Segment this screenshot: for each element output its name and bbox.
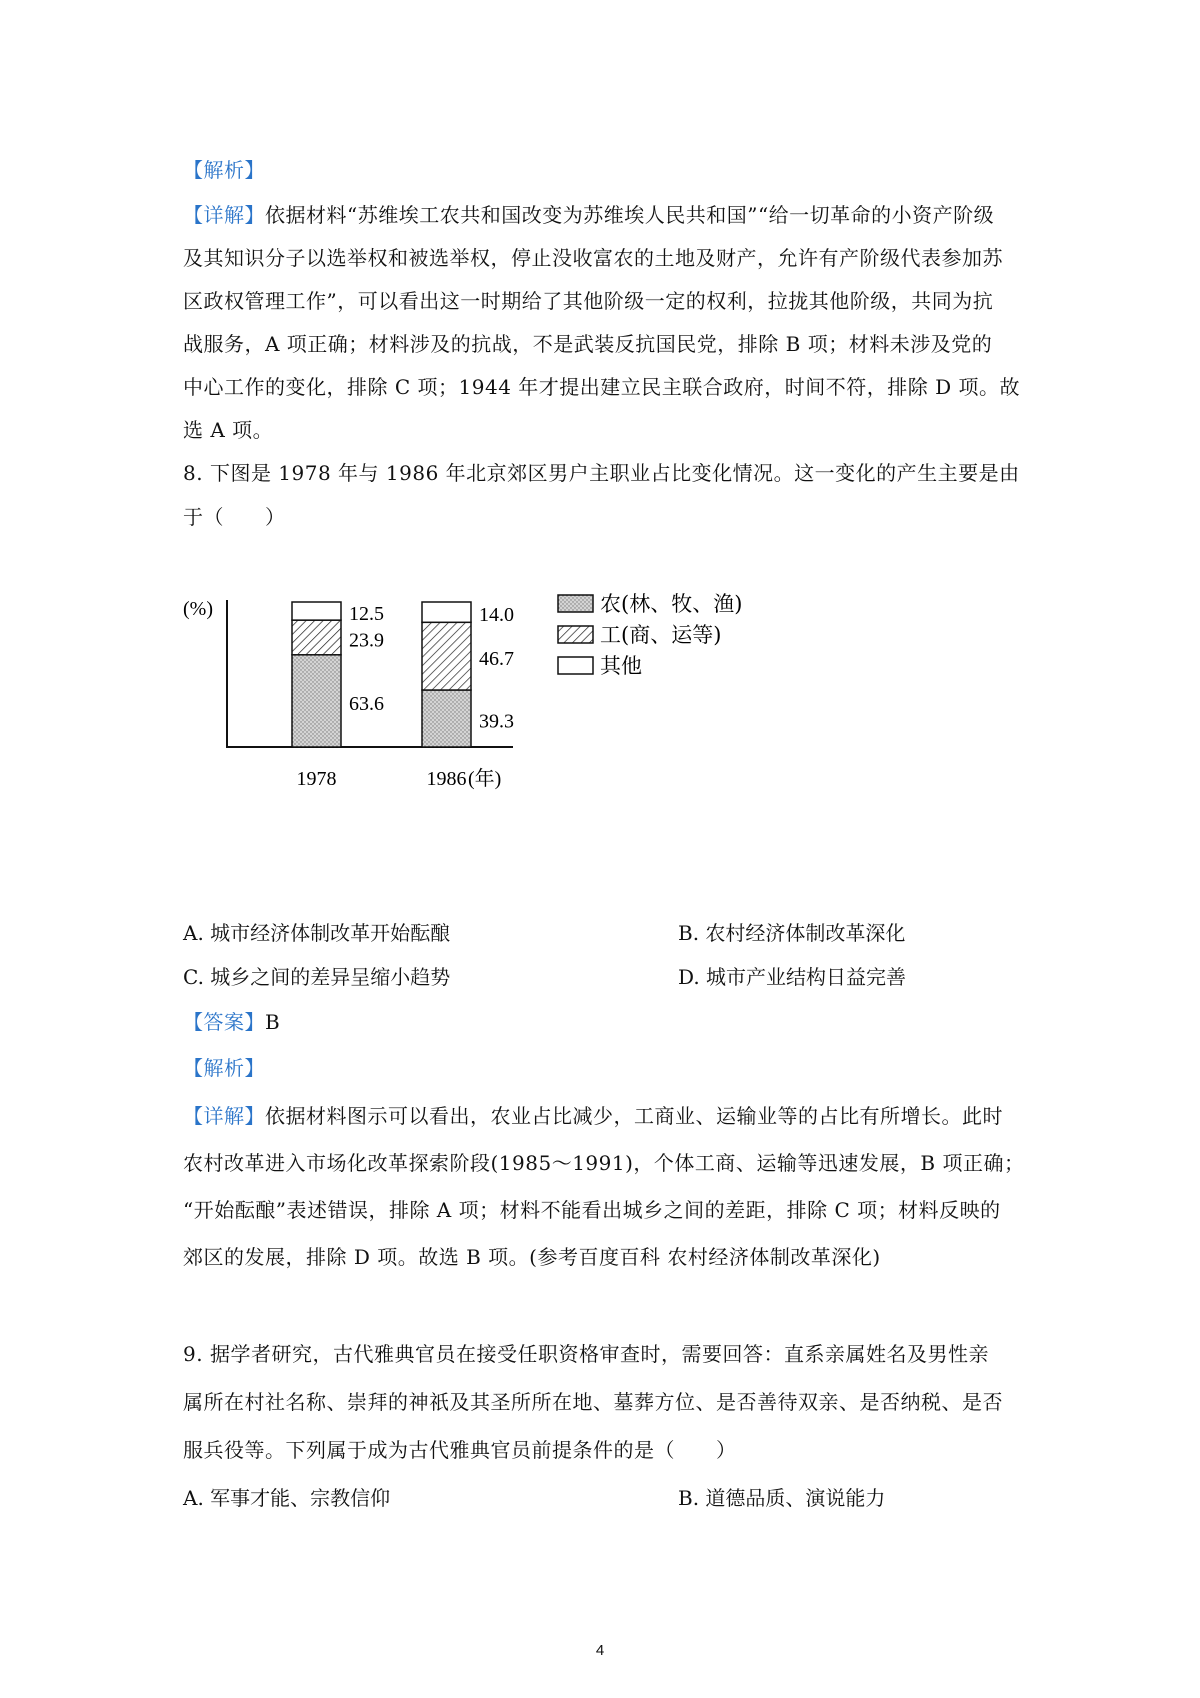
answer-label: 【答案】 [183, 1010, 265, 1034]
bar-1986-series-1 [422, 622, 471, 690]
bar-1986-series-2 [422, 602, 471, 622]
bar-1978-series-1 [292, 620, 341, 655]
option-c: C. 城乡之间的差异呈缩小趋势 [183, 965, 451, 989]
value-label-1978-2: 12.5 [349, 603, 384, 626]
question-8-stem: 于（ ） [183, 505, 286, 529]
detail-line: “开始酝酿”表述错误，排除 A 项；材料不能看出城乡之间的差距，排除 C 项；材料反映的 [183, 1198, 1001, 1222]
analysis-detail-line: 及其知识分子以选举权和被选举权，停止没收富农的土地及财产，允许有产阶级代表参加苏 [183, 246, 1003, 270]
option-b: B. 道德品质、演说能力 [678, 1486, 886, 1510]
detail-line: 郊区的发展，排除 D 项。故选 B 项。(参考百度百科 农村经济体制改革深化) [183, 1245, 881, 1269]
option-b: B. 农村经济体制改革深化 [678, 921, 906, 945]
analysis-detail-line: 战服务，A 项正确；材料涉及的抗战，不是武装反抗国民党，排除 B 项；材料未涉及党的 [183, 332, 993, 356]
analysis-label: 【解析】 [183, 1056, 265, 1080]
value-label-1978-1: 23.9 [349, 629, 384, 652]
value-label-1978-0: 63.6 [349, 692, 384, 715]
value-label-1986-0: 39.3 [479, 710, 514, 733]
chart-svg [180, 585, 780, 855]
x-tick-label-1978: 1978 [296, 768, 337, 790]
detail-line [183, 1101, 1023, 1131]
question-9-stem: 属所在村社名称、崇拜的神祇及其圣所所在地、墓葬方位、是否善待双亲、是否纳税、是否 [183, 1390, 1003, 1414]
detail-label: 【详解】 [183, 1104, 265, 1128]
legend-swatch-2 [558, 657, 593, 674]
analysis-detail-line: 选 A 项。 [183, 418, 274, 442]
analysis-label: 【解析】 [183, 158, 265, 182]
answer-line [183, 1007, 1023, 1037]
option-a: A. 城市经济体制改革开始酝酿 [183, 921, 451, 945]
bar-1986-series-0 [422, 690, 471, 747]
bar-1978-series-2 [292, 602, 341, 620]
legend-label-1: 工(商、运等) [600, 623, 722, 647]
question-9-stem: 9. 据学者研究，古代雅典官员在接受任职资格审查时，需要回答：直系亲属姓名及男性亲 [183, 1342, 989, 1366]
value-label-1986-1: 46.7 [479, 648, 514, 671]
y-axis-label: (%) [183, 598, 213, 620]
option-d: D. 城市产业结构日益完善 [678, 965, 907, 989]
bar-1978-series-0 [292, 655, 341, 747]
detail-line: 农村改革进入市场化改革探索阶段(1985～1991)，个体工商、运输等迅速发展，B 项正确； [183, 1151, 1025, 1175]
option-a: A. 军事才能、宗教信仰 [183, 1486, 391, 1510]
legend-swatch-0 [558, 595, 593, 612]
x-axis-label: (年) [468, 768, 502, 790]
x-tick-label-1986: 1986 [426, 768, 467, 790]
occupation-chart [180, 585, 780, 855]
answer-value: B [265, 1010, 281, 1034]
legend-label-2: 其他 [600, 654, 642, 678]
legend-label-0: 农(林、牧、渔) [600, 592, 743, 616]
analysis-detail-line [183, 200, 1023, 230]
analysis-detail-line: 中心工作的变化，排除 C 项；1944 年才提出建立民主联合政府，时间不符，排除 D 项。故 [183, 375, 1021, 399]
value-label-1986-2: 14.0 [479, 604, 514, 627]
question-8-stem: 8. 下图是 1978 年与 1986 年北京郊区男户主职业占比变化情况。这一变化的产生主要是由 [183, 461, 1020, 485]
legend-swatch-1 [558, 626, 593, 643]
analysis-detail-line: 区政权管理工作”，可以看出这一时期给了其他阶级一定的权利，拉拢其他阶级，共同为抗 [183, 289, 994, 313]
page-number: 4 [595, 1642, 605, 1659]
detail-text: 依据材料图示可以看出，农业占比减少，工商业、运输业等的占比有所增长。此时 [265, 1104, 1003, 1128]
detail-label: 【详解】 [183, 203, 265, 227]
analysis-text: 依据材料“苏维埃工农共和国改变为苏维埃人民共和国”“给一切革命的小资产阶级 [265, 203, 995, 227]
question-9-stem: 服兵役等。下列属于成为古代雅典官员前提条件的是（ ） [183, 1438, 737, 1462]
